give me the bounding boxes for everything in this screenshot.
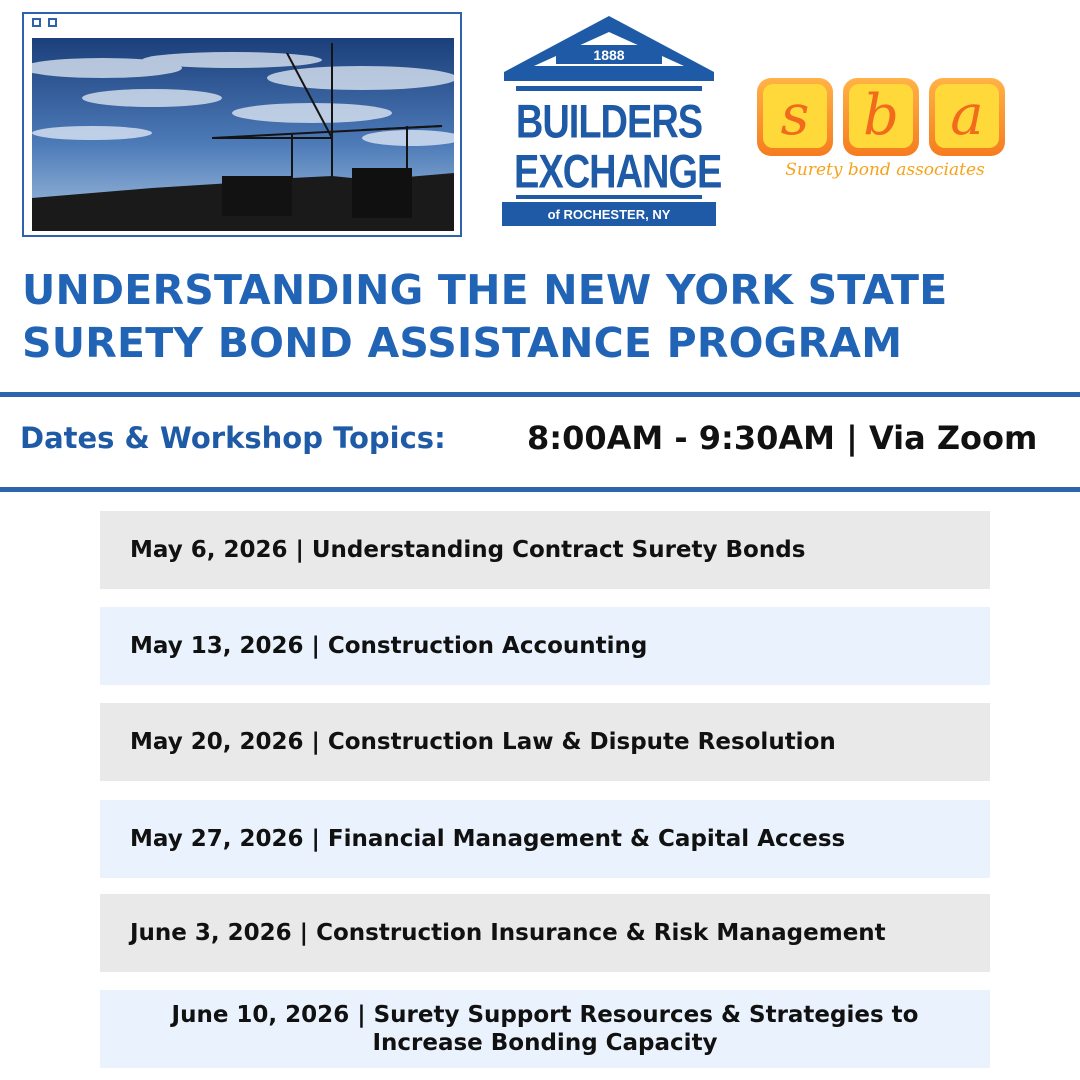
founding-year: 1888: [593, 47, 625, 63]
sba-caption: Surety bond associates: [785, 160, 985, 180]
window-square-icon: [32, 18, 41, 27]
construction-photo-window: [22, 12, 462, 237]
divider-top: [0, 392, 1080, 397]
sba-tile-s: s: [757, 78, 833, 156]
time-label: 8:00AM - 9:30AM | Via Zoom: [527, 419, 1038, 457]
window-square-icon: [48, 18, 57, 27]
title-line-1: UNDERSTANDING THE NEW YORK STATE: [22, 266, 948, 314]
sba-tile-a: a: [929, 78, 1005, 156]
session-row: June 10, 2026 | Surety Support Resources & Strategies to Increase Bonding Capacity: [100, 990, 990, 1068]
session-row: May 13, 2026 | Construction Accounting: [100, 607, 990, 685]
session-row: May 27, 2026 | Financial Management & Capital Access: [100, 800, 990, 878]
divider-bottom: [0, 487, 1080, 492]
topics-label: Dates & Workshop Topics:: [20, 421, 446, 455]
session-row: June 3, 2026 | Construction Insurance & Risk Management: [100, 894, 990, 972]
construction-cranes-photo: [32, 38, 454, 231]
session-row: May 6, 2026 | Understanding Contract Surety Bonds: [100, 511, 990, 589]
page-title: [22, 264, 1062, 370]
title-line-2: SURETY BOND ASSISTANCE PROGRAM: [22, 319, 903, 367]
session-row: May 20, 2026 | Construction Law & Dispute Resolution: [100, 703, 990, 781]
builders-exchange-logo: [498, 14, 720, 228]
sba-logo: [755, 78, 1015, 188]
logo-word-exchange: EXCHANGE: [514, 146, 722, 199]
logo-subline: of ROCHESTER, NY: [547, 207, 671, 222]
sba-tile-b: b: [843, 78, 919, 156]
window-title-bar: [24, 14, 460, 34]
logo-word-builders: BUILDERS: [515, 96, 703, 149]
